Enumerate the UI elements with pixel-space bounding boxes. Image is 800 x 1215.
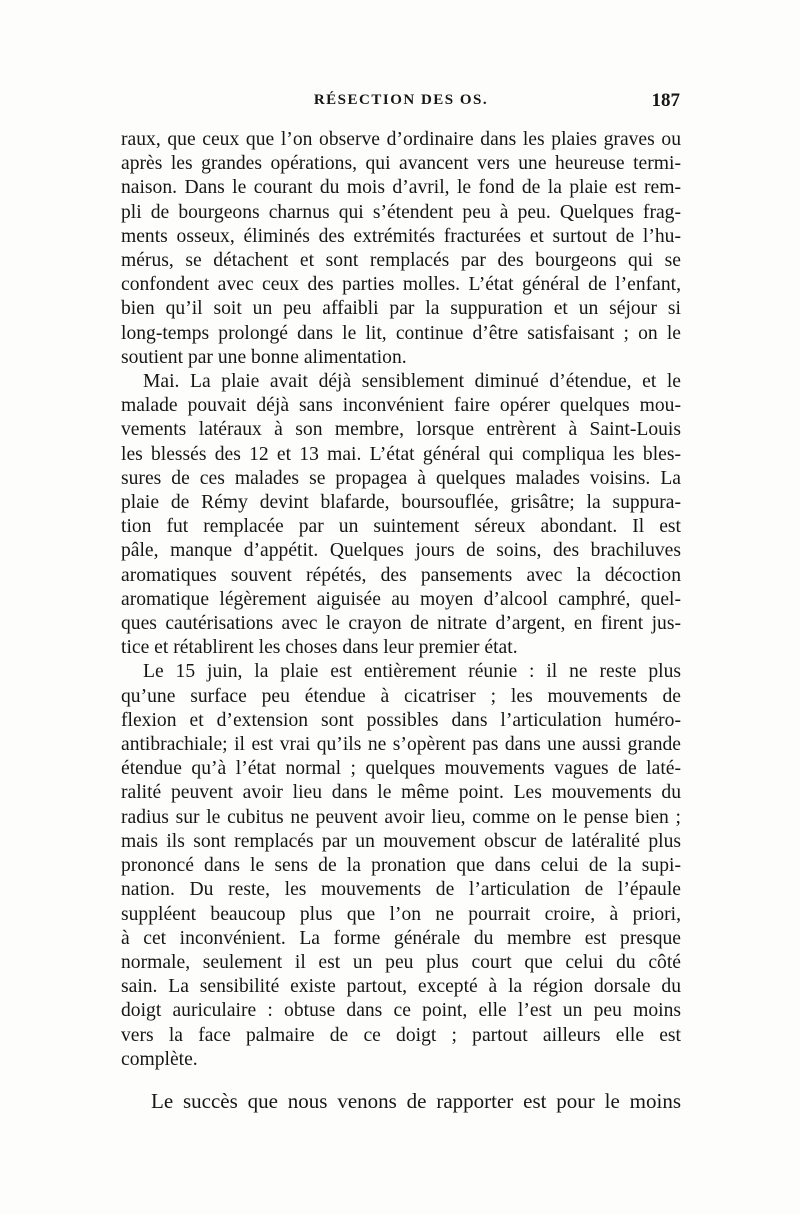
text-line: flexion et d’extension sont possibles dans l’articulation huméro- xyxy=(121,709,681,731)
paragraph-gap xyxy=(121,1072,681,1088)
text-line: vers la face palmaire de ce doigt ; partout ailleurs elle est xyxy=(121,1024,681,1046)
text-line: sures de ces malades se propagea à quelques malades voisins. La xyxy=(121,467,681,489)
text-line: à cet inconvénient. La forme générale du membre est presque xyxy=(121,927,681,949)
text-line: naison. Dans le courant du mois d’avril, le fond de la plaie est rem- xyxy=(121,177,681,199)
text-line: plaie de Rémy devint blafarde, boursouflée, grisâtre; la suppura- xyxy=(121,492,681,514)
paragraph-april xyxy=(121,128,681,370)
text-line: Le 15 juin, la plaie est entièrement réunie : il ne reste plus xyxy=(143,661,681,683)
running-title: RÉSECTION DES OS. xyxy=(313,92,489,108)
text-line: Mai. La plaie avait déjà sensiblement diminué d’étendue, et le xyxy=(143,371,681,393)
text-line: ments osseux, éliminés des extrémités fracturées et surtout de l’hu- xyxy=(121,225,681,247)
text-line: nation. Du reste, les mouvements de l’articulation de l’épaule xyxy=(121,879,681,901)
text-line: pli de bourgeons charnus qui s’étendent peu à peu. Quelques frag- xyxy=(121,201,681,223)
text-line: normale, seulement il est un peu plus court que celui du côté xyxy=(121,951,681,973)
text-line: complète. xyxy=(121,1048,198,1070)
text-line: prononcé dans le sens de la pronation que dans celui de la supi- xyxy=(121,855,681,877)
text-line: radius sur le cubitus ne peuvent avoir lieu, comme on le pense bien ; xyxy=(121,806,681,828)
text-line: aromatiques souvent répétés, des pansements avec la décoction xyxy=(121,564,681,586)
running-head xyxy=(122,92,680,118)
text-line: long-temps prolongé dans le lit, continue d’être satisfaisant ; on le xyxy=(121,322,681,344)
text-line: mais ils sont remplacés par un mouvement obscur de latéralité plus xyxy=(121,830,681,852)
text-line: ralité peuvent avoir lieu dans le même point. Les mouvements du xyxy=(121,782,681,804)
final-line: Le succès que nous venons de rapporter est pour le moins xyxy=(151,1088,681,1113)
text-line: vements latéraux à son membre, lorsque entrèrent à Saint-Louis xyxy=(121,419,681,441)
text-line: étendue qu’à l’état normal ; quelques mouvements vagues de laté- xyxy=(121,758,681,780)
page-number: 187 xyxy=(651,90,680,111)
text-line: qu’une surface peu étendue à cicatriser ; les mouvements de xyxy=(121,685,681,707)
text-line: mérus, se détachent et sont remplacés par des bourgeons qui se xyxy=(121,250,681,272)
text-line: pâle, manque d’appétit. Quelques jours de soins, des brachiluves xyxy=(121,540,681,562)
text-line: raux, que ceux que l’on observe d’ordinaire dans les plaies graves ou xyxy=(121,129,681,150)
text-line: ques cautérisations avec le crayon de nitrate d’argent, en firent jus- xyxy=(121,613,681,635)
text-line: après les grandes opérations, qui avancent vers une heureuse termi- xyxy=(121,153,681,175)
text-line: confondent avec ceux des parties molles. L’état général de l’enfant, xyxy=(121,274,681,296)
paragraph-june xyxy=(121,660,681,1071)
body-text xyxy=(121,128,681,1114)
text-line: antibrachiale; il est vrai qu’ils ne s’opèrent pas dans une aussi grande xyxy=(121,734,681,756)
text-line: bien qu’il soit un peu affaibli par la suppuration et un séjour si xyxy=(121,298,681,320)
paragraph-may xyxy=(121,370,681,660)
text-line: tice et rétablirent les choses dans leur premier état. xyxy=(121,637,518,659)
text-line: les blessés des 12 et 13 mai. L’état général qui compliqua les bles- xyxy=(121,443,681,465)
text-line: doigt auriculaire : obtuse dans ce point, elle l’est un peu moins xyxy=(121,1000,681,1022)
text-line: tion fut remplacée par un suintement séreux abondant. Il est xyxy=(121,516,681,538)
text-line: suppléent beaucoup plus que l’on ne pourrait croire, à priori, xyxy=(121,903,681,925)
text-line: malade pouvait déjà sans inconvénient faire opérer quelques mou- xyxy=(121,395,681,417)
text-line: sain. La sensibilité existe partout, excepté à la région dorsale du xyxy=(121,976,681,998)
text-line: aromatique légèrement aiguisée au moyen d’alcool camphré, quel- xyxy=(121,588,681,610)
text-line: soutient par une bonne alimentation. xyxy=(121,346,407,368)
